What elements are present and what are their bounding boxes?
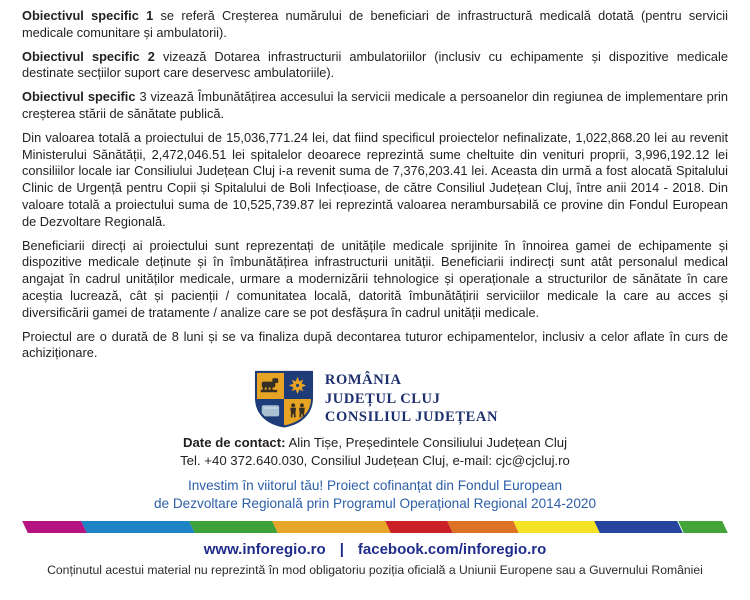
- links-separator: |: [339, 541, 344, 559]
- funding-line-2: de Dezvoltare Regională prin Programul Operațional Regional 2014-2020: [153, 496, 597, 512]
- beneficiaries-paragraph: [22, 238, 728, 322]
- logo-council: CONSILIUL JUDEȚEAN: [324, 409, 499, 426]
- facebook-link[interactable]: facebook.com/inforegio.ro: [357, 541, 547, 559]
- logo-county: JUDEȚUL CLUJ: [324, 390, 441, 407]
- contact-label: Date de contact:: [182, 435, 286, 451]
- stripe-segment-red: [385, 521, 452, 533]
- stripe-segment-green2: [678, 521, 728, 533]
- objective-3-paragraph: [22, 89, 728, 123]
- objective-1-paragraph: [22, 8, 728, 42]
- logo-country: ROMÂNIA: [324, 372, 402, 389]
- color-stripe: [25, 521, 725, 533]
- contact-block: [22, 434, 728, 469]
- contact-line-2: Tel. +40 372.640.030, Consiliul Județean Cluj, e-mail: cjc@cjcluj.ro: [180, 452, 570, 468]
- logo-text-block: [325, 371, 498, 427]
- disclaimer-text: Conținutul acestui material nu reprezintă în mod obligatoriu poziția oficială a Uniunii Europene sau a Guvernului României: [47, 563, 703, 578]
- cluj-county-logo: [22, 369, 728, 429]
- duration-paragraph: [22, 329, 728, 363]
- objective-2-label: Obiectivul specific 2: [22, 48, 155, 64]
- inforegio-website-link[interactable]: www.inforegio.ro: [203, 541, 326, 559]
- stripe-segment-green: [189, 521, 278, 533]
- objective-1-text: se referă Creșterea numărului de beneficiari de infrastructură medicală dotată (pentru servicii medicale comunitare și ambulatorii).: [22, 8, 728, 40]
- stripe-segment-yellow: [513, 521, 600, 533]
- project-value-paragraph: [22, 130, 728, 231]
- project-value-text: Din valoarea totală a proiectului de 15,036,771.24 lei, dat fiind specificul proiectelor nefinalizate, 1,022,868.20 lei au revenit Ministerului Sănătății, 2,472,046.51 lei spitalelor deoarece reprezintă sume cheltuite din venituri proprii, 3,996,192.12 lei consiliilor locale iar Consiliului Județean Cluj i-a revenit suma de 7,376,203.41 lei. Aceasta din urmă a fost alocată Spitalului Clinic de Urgență pentru Copii și Spitalului de Boli Infecțioase, de către Consiliul Județean Cluj, între anii 2014 - 2018. Din valoare totală a proiectului suma de 10,525,739.87 lei reprezintă valoarea nerambursabilă ce provine din Fondul European de Dezvoltare Regională.: [22, 129, 728, 229]
- duration-text: Proiectul are o durată de 8 luni și se va finaliza după decontarea tuturor echipamentelor, inclusiv a celor aflate în curs de achiziționare.: [22, 328, 728, 361]
- objective-1-label: Obiectivul specific 1: [22, 8, 154, 23]
- stripe-segment-magenta: [22, 521, 87, 533]
- objective-2-paragraph: [22, 49, 728, 83]
- stripe-segment-gold: [273, 521, 392, 533]
- footer-links: [22, 541, 728, 558]
- beneficiaries-text: Beneficiarii direcți ai proiectului sunt reprezentați de unitățile medicale sprijinite în înnoirea gamei de echipamente și dispozitive medicale deținute și în îmbunătățirea infrastructurii unității. Beneficiarii indirecți sunt atât personalul medical angajat în cadrul unităților medicale, urmare a modernizării tehnologice și operaționale a structurilor de sănătate în care aceștia lucrează, cât și pacienții / comunitatea locală, datorită îmbunătățirii serviciilor medicale la care au acces și diversificării gamei de tratamente / analize care se pot desfășura în cadrul unității medicale.: [22, 237, 728, 320]
- contact-person: Alin Tișe, Președintele Consiliului Județean Cluj: [285, 435, 568, 451]
- contact-line-1: [22, 434, 728, 452]
- objective-2-text: vizează Dotarea infrastructurii ambulatoriilor (inclusiv cu echipamente și dispozitive medicale destinate secțiilor suport care deservesc ambulatoriile).: [22, 48, 728, 81]
- coat-of-arms-shield-icon: [252, 369, 316, 429]
- objective-3-label: Obiectivul specific: [22, 89, 136, 105]
- stripe-segment-blue: [81, 521, 195, 533]
- objective-3-text: 3 vizează Îmbunătățirea accesului la servicii medicale a persoanelor din regiunea de implementare prin creșterea stării de sănătate publică.: [22, 89, 728, 121]
- funding-statement: [22, 477, 728, 513]
- stripe-segment-orange: [447, 521, 518, 533]
- funding-line-1: Investim în viitorul tău! Proiect cofinanțat din Fondul European: [187, 478, 563, 494]
- stripe-segment-navy: [595, 521, 684, 533]
